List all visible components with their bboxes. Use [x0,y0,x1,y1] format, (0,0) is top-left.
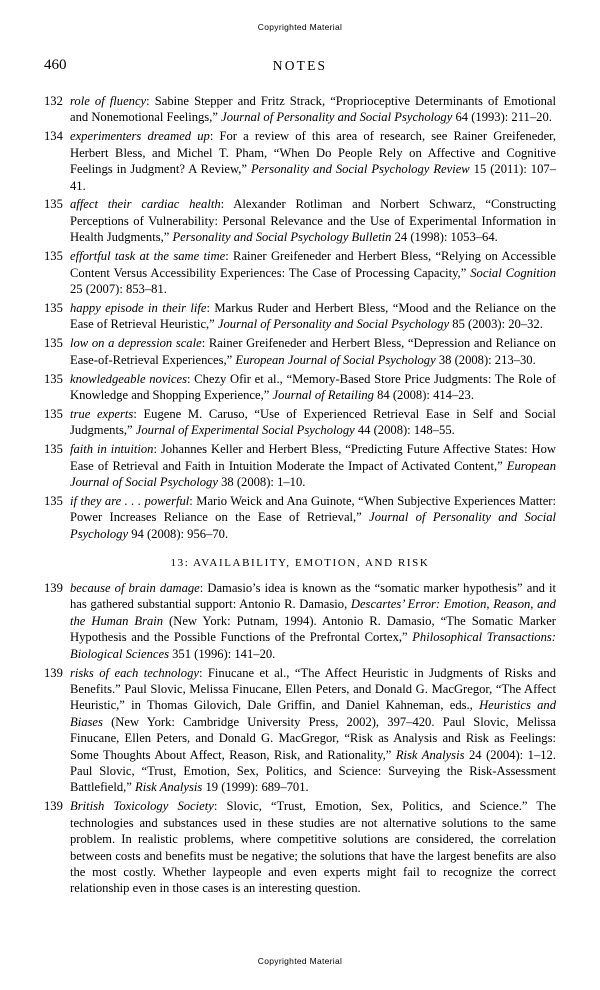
note-journal-italic: European Journal of Social Psychology [235,352,436,367]
note-page-number: 135 [44,371,63,386]
note-volume-pages: 84 (2008): 414–23. [373,387,474,402]
note-entry [44,493,556,542]
note-page-number: 135 [44,249,63,264]
page-header [44,57,556,77]
note-entry [44,798,556,896]
note-lead-phrase: experimenters dreamed up [70,129,210,144]
running-head: NOTES [272,58,328,73]
note-volume-pages: 85 (2003): 20–32. [449,317,543,332]
notes-list-chapter-13 [44,580,556,897]
note-citation-text: : Chezy Ofir et al., “Memory-Based Store Price Judgments: The Role of Knowledge and Shopping Experience,” [70,371,556,402]
note-volume-pages: 44 (2008): 148–55. [354,423,455,438]
note-journal-italic: Personality and Social Psychology Review [250,162,470,177]
note-text [70,406,556,439]
note-lead-phrase: happy episode in their life [70,300,207,315]
note-citation-text: : For a review of this area of research, see Rainer Greifeneder, Herbert Bless, and Michel T. Pham, “When Do People Rely on Affective and Cognitive Feelings in Judgment? A Review,” [70,129,557,177]
note-page-number: 135 [44,406,63,421]
note-text [70,248,556,297]
note-page-number: 134 [44,129,63,144]
note-text [70,371,556,404]
note-lead-phrase: role of fluency [70,94,147,108]
note-entry [44,335,556,368]
note-volume-pages: 15 (2011): 107–41. [70,162,556,193]
note-citation-text: : Rainer Greifeneder and Herbert Bless, “Depression and Reliance on Ease-of-Retrieval Experiences,” [70,336,556,367]
note-entry [44,441,556,490]
note-lead-phrase: low on a depression scale [70,336,202,351]
note-entry [44,128,556,194]
note-page-number: 139 [44,665,63,680]
note-citation-text: : Rainer Greifeneder and Herbert Bless, “Relying on Accessible Content Versus Accessibility Experiences: The Case of Processing Capacity,” [70,249,556,280]
note-lead-phrase: effortful task at the same time [70,249,226,264]
note-entry [44,196,556,245]
note-text [70,196,556,245]
note-text [70,665,556,796]
note-lead-phrase: faith in intuition [70,442,154,457]
note-volume-pages: 351 (1996): 141–20. [168,646,276,661]
note-volume-pages-2: 19 (1999): 689–701. [202,780,309,795]
note-entry [44,248,556,297]
note-lead-phrase: risks of each technology [70,665,199,680]
note-volume-pages: 25 (2007): 853–81. [70,281,167,296]
note-volume-pages: 24 (1998): 1053–64. [391,230,498,245]
copyright-notice-bottom: Copyrighted Material [257,956,343,966]
note-page-number: 135 [44,493,63,508]
note-page-number: 135 [44,442,63,457]
note-journal-italic: Journal of Experimental Social Psychology [135,423,355,438]
note-page-number: 132 [44,94,63,108]
note-page-number: 135 [44,300,63,315]
note-page-number: 139 [44,799,63,814]
note-citation-text: : Finucane et al., “The Affect Heuristic in Judgments of Risks and Benefits.” Paul Slovic, Melissa Finucane, Ellen Peters, and Donald G. MacGregor, “The Affect Heuristic,” in Thomas Gilovich, Dale Griffin, and Daniel Kahneman, eds., [70,665,556,713]
note-entry [44,580,556,662]
note-volume-pages: 64 (1993): 211–20. [452,110,552,125]
page-number: 460 [44,57,67,73]
note-title-italic: Heuristics and Biases [70,698,557,729]
note-volume-pages: 24 (2004): 1–12. Paul Slovic, “Trust, Emotion, Sex, Politics, and Science: Surveying the Risk-Assessment Battlefield,” [70,747,556,795]
note-journal-italic: Journal of Personality and Social Psychology [221,110,453,125]
note-volume-pages: 38 (2008): 213–30. [435,352,536,367]
note-lead-phrase: true experts [70,406,134,421]
note-journal-italic: Personality and Social Psychology Bulletin [172,230,392,245]
note-journal-italic: Journal of Retailing [272,387,374,402]
note-journal-italic: Journal of Personality and Social Psychology [217,317,450,332]
note-text [70,798,556,896]
note-entry [44,300,556,333]
note-lead-phrase: knowledgeable novices [70,371,187,386]
note-journal-italic: European Journal of Social Psychology [70,458,556,489]
note-volume-pages: 38 (2008): 1–10. [217,474,306,489]
note-journal-italic: Risk Analysis [395,747,465,762]
notes-content [44,93,556,899]
note-citation-text: : Slovic, “Trust, Emotion, Sex, Politics, and Science.” The technologies and substances used in these studies are not alternative solutions to the same problem. In realistic problems, where competitive solutions are considered, the correlation between costs and benefits must be negative; the solutions that have the largest benefits are also the most costly. Whether laypeople and even experts might fail to recognize the correct relationship even in those cases is an interesting question. [70,799,557,896]
note-lead-phrase: if they are . . . powerful [70,493,190,508]
note-journal-italic: Philosophical Transactions: Biological Sciences [70,630,557,661]
note-citation-text: : Mario Weick and Ana Guinote, “When Subjective Experiences Matter: Power Increases Reliance on the Ease of Retrieval,” [70,493,556,525]
note-entry [44,665,556,796]
note-entry [44,93,556,126]
note-citation-text: : Johannes Keller and Herbert Bless, “Predicting Future Affective States: How Ease of Retrieval and Faith in Intuition Moderate the Impact of Activated Content,” [70,442,556,473]
note-journal-italic: Social Cognition [470,265,557,280]
note-citation-text-2: (New York: Putnam, 1994). Antonio R. Damasio, “The Somatic Marker Hypothesis and the Possible Functions of the Prefrontal Cortex,” [70,613,557,645]
note-title-italic: Descartes’ Error: Emotion, Reason, and the Human Brain [70,597,556,628]
note-citation-text: : Alexander Rotliman and Norbert Schwarz, “Constructing Perceptions of Vulnerability: Personal Relevance and the Use of Experimental Information in Health Judgments,” [70,197,557,245]
note-page-number: 135 [44,197,63,212]
note-page-number: 139 [44,581,63,596]
note-journal-italic-2: Risk Analysis [135,780,203,795]
note-lead-phrase: affect their cardiac health [70,197,221,212]
note-lead-phrase: because of brain damage [70,581,200,596]
note-text [70,128,556,194]
note-text [70,441,556,490]
note-citation-text: : Markus Ruder and Herbert Bless, “Mood and the Reliance on the Ease of Retrieval Heuristic,” [70,300,556,332]
note-citation-text: : Eugene M. Caruso, “Use of Experienced Retrieval Ease in Self and Social Judgments,” [70,406,556,438]
note-text [70,93,556,126]
section-heading: 13: AVAILABILITY, EMOTION, AND RISK [170,557,430,570]
note-entry [44,406,556,439]
note-journal-italic: Journal of Personality and Social Psychology [70,510,557,541]
note-lead-phrase: British Toxicology Society [70,799,214,814]
note-entry [44,371,556,404]
note-text [70,580,556,662]
notes-list-chapter-12 [44,93,556,542]
note-page-number: 135 [44,336,63,351]
note-citation-text: : Sabine Stepper and Fritz Strack, “Proprioceptive Determinants of Emotional and Nonemotional Feelings,” [70,94,556,125]
note-text [70,493,556,542]
note-text [70,300,556,333]
copyright-notice-top: Copyrighted Material [257,22,343,32]
note-citation-text-2: (New York: Cambridge University Press, 2002), 397–420. Paul Slovic, Melissa Finucane, Ellen Peters, and Donald G. MacGregor, “Risk as Analysis and Risk as Feelings: Some Thoughts About Affect, Reason, Risk, and Rationality,” [70,714,556,762]
note-text [70,335,556,368]
note-citation-text: : Damasio’s idea is known as the “somatic marker hypothesis” and it has gathered substantial support: Antonio R. Damasio, [70,581,556,612]
note-volume-pages: 94 (2008): 956–70. [128,526,229,541]
